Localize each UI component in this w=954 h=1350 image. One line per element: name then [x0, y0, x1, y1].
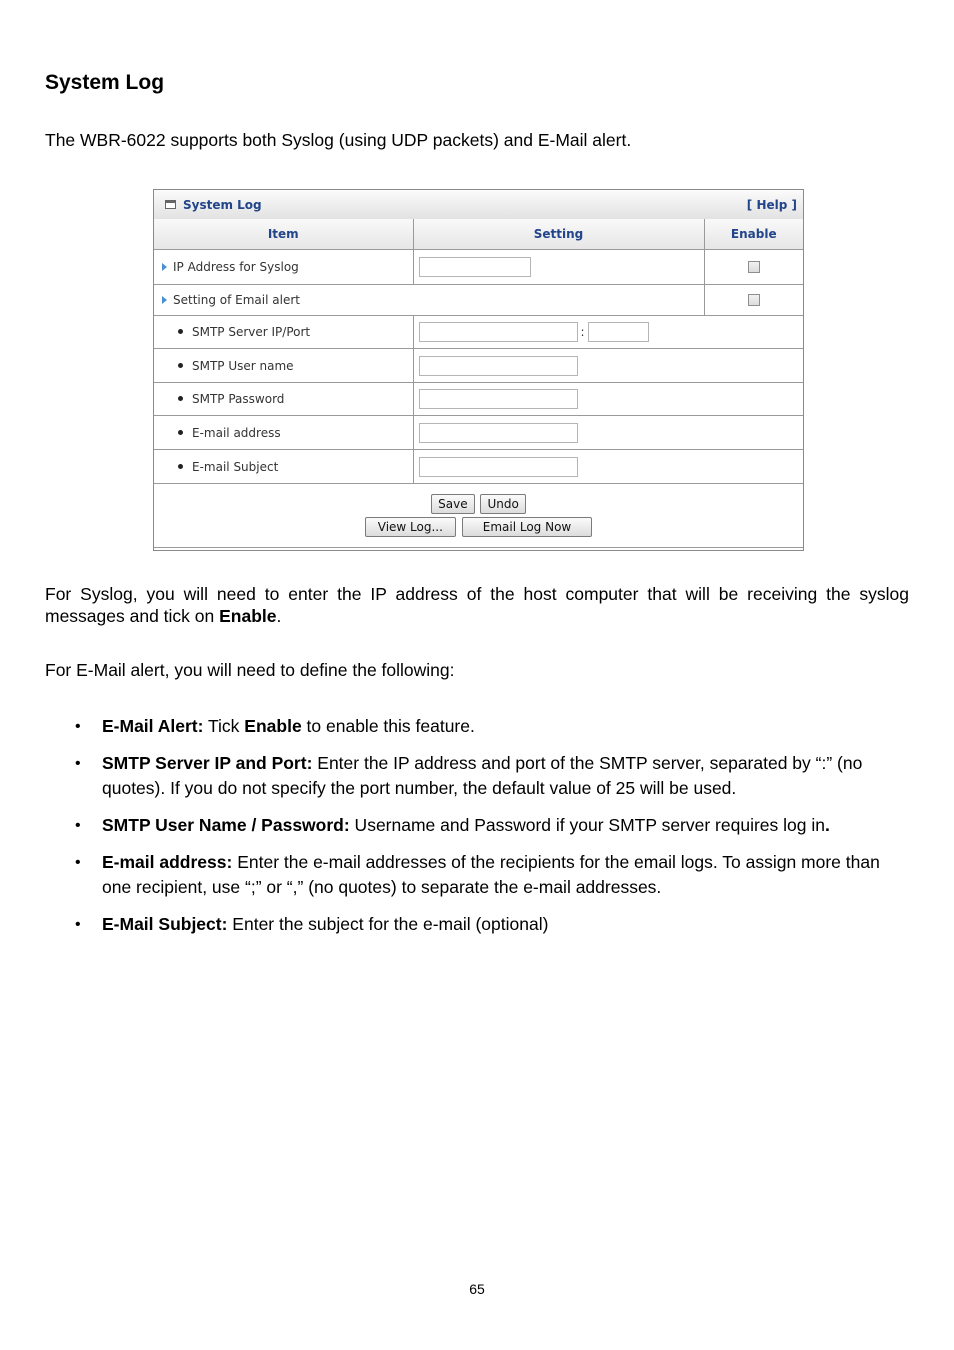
system-log-panel	[153, 189, 804, 551]
smtp-server-ip-input[interactable]	[419, 322, 578, 342]
row-label-text: IP Address for Syslog	[173, 260, 299, 274]
list-item-label: SMTP Server IP and Port:	[102, 753, 313, 773]
row-label-text: E-mail address	[192, 425, 281, 440]
column-header-enable: Enable	[704, 219, 803, 250]
row-label-email-address	[154, 416, 413, 450]
syslog-paragraph-text: For Syslog, you will need to enter the IP address of the host computer that will be receiving the syslog messages and tick on	[45, 584, 909, 626]
email-subject-input[interactable]	[419, 457, 578, 477]
enable-cell	[704, 250, 803, 285]
setting-cell	[413, 450, 803, 484]
feature-list	[102, 714, 912, 949]
intro-text: The WBR-6022 supports both Syslog (using UDP packets) and E-Mail alert.	[45, 130, 632, 150]
email-log-now-button[interactable]: Email Log Now	[462, 517, 593, 537]
page-heading: System Log	[45, 71, 165, 94]
table-row	[154, 416, 803, 450]
port-separator: :	[580, 325, 585, 339]
syslog-ip-input[interactable]	[419, 257, 531, 277]
bullet-icon	[178, 396, 183, 401]
list-item-text: Enter the IP address and port of the SMTP server, separated by “:” (no quotes). If you do not specify the port number, the default value of 25 will be used.	[102, 753, 863, 798]
row-label-smtp-password	[154, 383, 413, 416]
row-label-email-subject	[154, 450, 413, 484]
setting-cell	[413, 383, 803, 416]
row-label-text: SMTP Password	[192, 392, 285, 406]
list-item-label: E-mail address:	[102, 852, 233, 872]
smtp-port-input[interactable]	[588, 322, 649, 342]
table-row	[154, 349, 803, 383]
settings-table	[154, 219, 803, 548]
row-label-smtp-server	[154, 316, 413, 349]
list-item	[102, 813, 912, 838]
arrow-right-icon	[162, 296, 167, 304]
row-label-text: Setting of Email alert	[173, 293, 300, 307]
list-item	[102, 912, 912, 937]
list-item-label: SMTP User Name / Password:	[102, 815, 350, 835]
list-item-bold: .	[824, 815, 830, 835]
row-label-text: SMTP User name	[192, 358, 294, 373]
table-row	[154, 316, 803, 349]
setting-cell	[413, 416, 803, 450]
setting-cell	[413, 250, 704, 285]
help-link[interactable]: [ Help ]	[746, 198, 797, 212]
syslog-enable-checkbox[interactable]	[748, 261, 760, 273]
smtp-password-input[interactable]	[419, 389, 578, 409]
list-item-text: Enter the subject for the e-mail (optional)	[227, 914, 549, 934]
email-alert-enable-checkbox[interactable]	[748, 294, 760, 306]
list-item-bold: Enable	[244, 716, 302, 736]
smtp-user-input[interactable]	[419, 356, 578, 376]
bullet-icon	[178, 363, 183, 368]
row-label-ip-syslog	[154, 250, 413, 285]
undo-button[interactable]: Undo	[480, 494, 525, 514]
setting-cell	[413, 316, 803, 349]
enable-cell	[704, 285, 803, 316]
table-row	[154, 450, 803, 484]
list-item	[102, 714, 912, 739]
list-item	[102, 751, 912, 801]
list-item	[102, 850, 912, 900]
panel-title: System Log	[183, 198, 262, 212]
email-address-input[interactable]	[419, 423, 578, 443]
list-item-text: Enter the e-mail addresses of the recipients for the email logs. To assign more than one recipient, use “;” or “,” (no quotes) to separate the e-mail addresses.	[102, 852, 880, 897]
column-header-setting: Setting	[413, 219, 704, 250]
column-header-item: Item	[154, 219, 413, 250]
table-row	[154, 250, 803, 285]
email-alert-paragraph: For E-Mail alert, you will need to define the following:	[45, 660, 455, 680]
button-cell	[154, 484, 803, 548]
table-header-row	[154, 219, 803, 250]
syslog-paragraph-bold: Enable	[219, 606, 277, 626]
view-log-button[interactable]: View Log...	[365, 517, 456, 537]
page-number: 65	[469, 1281, 485, 1297]
row-label-text: E-mail Subject	[192, 459, 279, 474]
syslog-paragraph	[45, 583, 909, 627]
button-row	[154, 484, 803, 548]
bullet-icon	[178, 329, 183, 334]
list-item-text: Tick	[203, 716, 245, 736]
row-label-text: SMTP Server IP/Port	[192, 325, 311, 339]
panel-header	[154, 190, 803, 220]
table-row	[154, 383, 803, 416]
bullet-icon	[178, 430, 183, 435]
row-label-smtp-user	[154, 349, 413, 383]
syslog-paragraph-end: .	[276, 606, 282, 626]
window-icon	[165, 200, 176, 209]
bullet-icon	[178, 464, 183, 469]
list-item-label: E-Mail Subject:	[102, 914, 228, 934]
table-row	[154, 285, 803, 316]
save-button[interactable]: Save	[431, 494, 474, 514]
setting-cell	[413, 349, 803, 383]
list-item-text: Username and Password if your SMTP server requires log in	[349, 815, 825, 835]
row-label-email-alert	[154, 285, 704, 316]
arrow-right-icon	[162, 263, 167, 271]
list-item-text: to enable this feature.	[301, 716, 475, 736]
list-item-label: E-Mail Alert:	[102, 716, 204, 736]
